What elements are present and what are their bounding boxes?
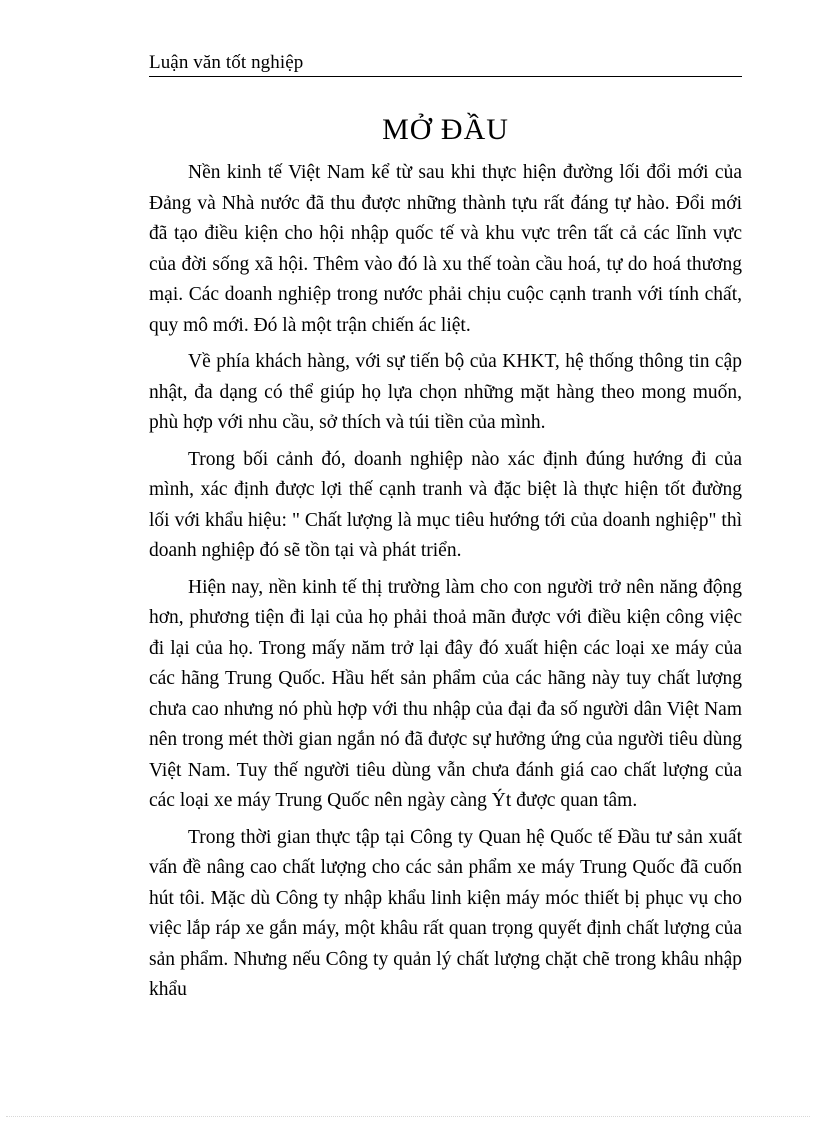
paragraph-3: Trong bối cảnh đó, doanh nghiệp nào xác định đúng hướng đi của mình, xác định được lợi thế cạnh tranh và đặc biệt là thực hiện tốt đường lối với khẩu hiệu: " Chất lượng là mục tiêu hướng tới của doanh nghiệp" thì doanh nghiệp đó sẽ tồn tại và phát triển. [149,448,742,561]
paragraph-1: Nền kinh tế Việt Nam kể từ sau khi thực hiện đường lối đổi mới của Đảng và Nhà nước đã thu được những thành tựu rất đáng tự hào. Đổi mới đã tạo điều kiện cho hội nhập quốc tế và khu vực trên tất cả các lĩnh vực của đời sống xã hội. Thêm vào đó là xu thế toàn cầu hoá, tự do hoá thương mại. Các doanh nghiệp trong nước phải chịu cuộc cạnh tranh với tính chất, quy mô mới. Đó là một trận chiến ác liệt. [149,162,742,336]
header-text: Luận văn tốt nghiệp [149,52,304,73]
paragraph-5: Trong thời gian thực tập tại Công ty Quan hệ Quốc tế Đầu tư sản xuất vấn đề nâng cao chất lượng cho các sản phẩm xe máy Trung Quốc đã cuốn hút tôi. Mặc dù Công ty nhập khẩu linh kiện máy móc thiết bị phục vụ cho việc lắp ráp xe gắn máy, một khâu rất quan trọng quyết định chất lượng của sản phẩm. Nhưng nếu Công ty quản lý chất lượng chặt chẽ trong khâu nhập khẩu [149,826,742,1000]
running-header [149,49,742,77]
document-body [149,158,742,1012]
paragraph-2: Về phía khách hàng, với sự tiến bộ của KHKT, hệ thống thông tin cập nhật, đa dạng có thể giúp họ lựa chọn những mặt hàng theo mong muốn, phù hợp với nhu cầu, sở thích và túi tiền của mình. [149,351,742,433]
page-bottom-divider [6,1116,810,1117]
paragraph-4: Hiện nay, nền kinh tế thị trường làm cho con người trở nên năng động hơn, phương tiện đi lại của họ phải thoả mãn được với điều kiện công việc đi lại của họ. Trong mấy năm trở lại đây đó xuất hiện các loại xe máy của các hãng Trung Quốc. Hầu hết sản phẩm của các hãng này tuy chất lượng chưa cao nhưng nó phù hợp với thu nhập của đại đa số người dân Việt Nam nên trong mét thời gian ngắn nó đã được sự hưởng ứng của người tiêu dùng Việt Nam. Tuy thế người tiêu dùng vẫn chưa đánh giá cao chất lượng của các loại xe máy Trung Quốc nên ngày càng Ýt được quan tâm. [149,576,742,811]
page-title: MỞ ĐẦU [382,113,509,146]
